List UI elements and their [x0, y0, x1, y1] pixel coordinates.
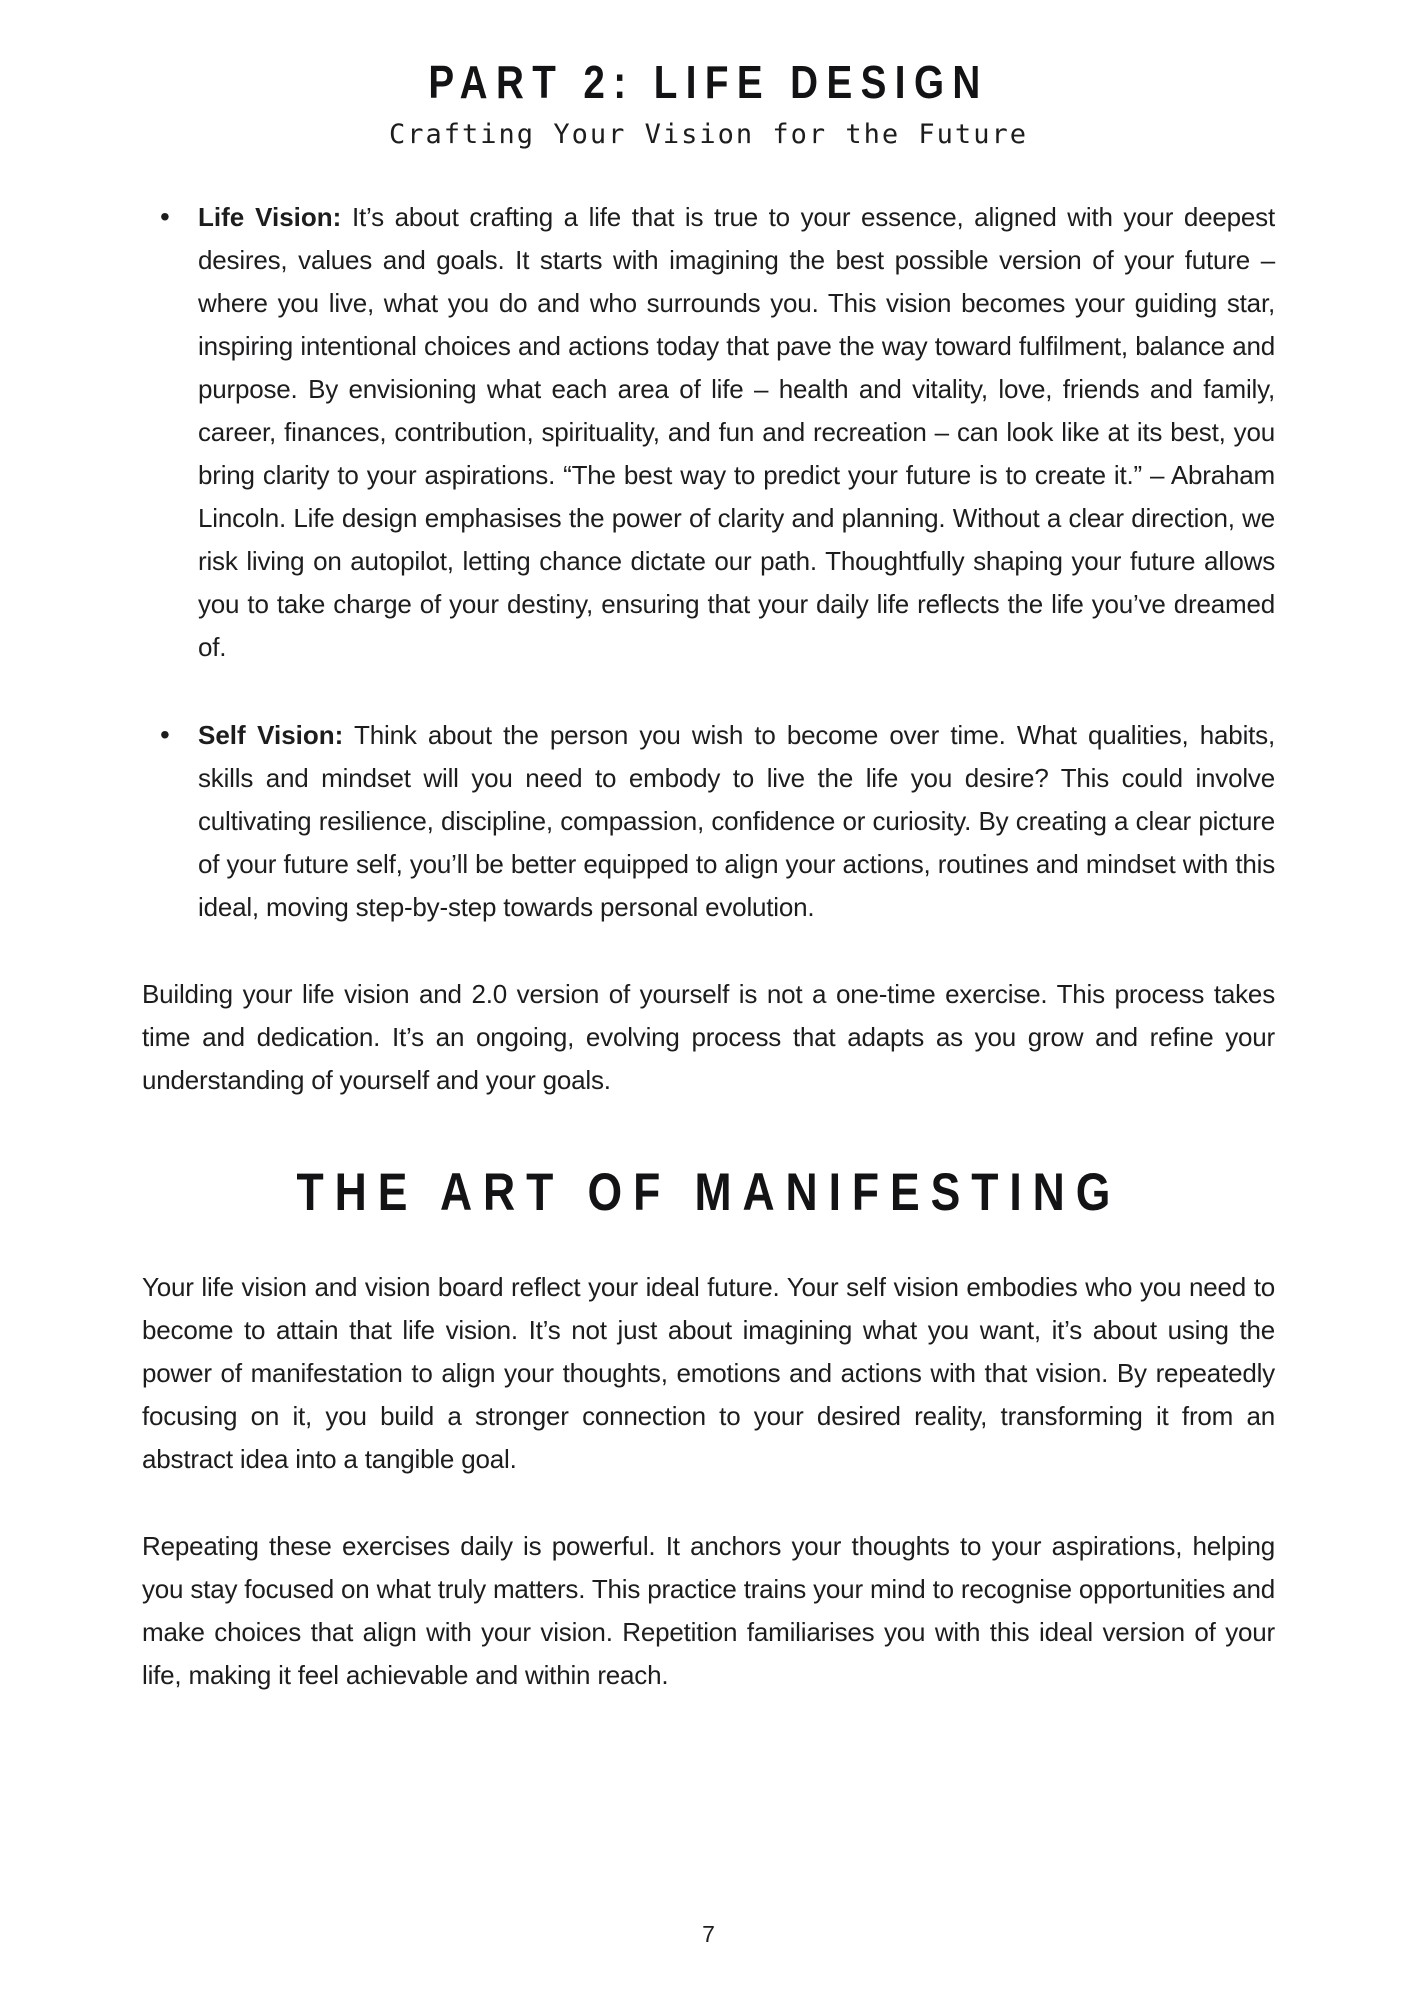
bullet-dot-icon: •	[160, 718, 170, 750]
life-vision-label: Life Vision:	[198, 201, 342, 232]
self-vision-label: Self Vision:	[198, 719, 344, 750]
manifesting-paragraph-2: Repeating these exercises daily is powerful. It anchors your thoughts to your aspirations, helping you stay focused on what truly matters. This practice trains your mind to recognise opportunities and make choices that align with your vision. Repetition familiarises you with this ideal version of your life, making it feel achievable and within reach.	[142, 1531, 1275, 1691]
page-number: 7	[702, 1921, 715, 1947]
manifesting-paragraph-1: Your life vision and vision board reflect your ideal future. Your self vision embodies who you need to become to attain that life vision. It’s not just about imagining what you want, it’s about using the power of manifestation to align your thoughts, emotions and actions with that vision. By repeatedly focusing on it, you build a stronger connection to your desired reality, transforming it from an abstract idea into a tangible goal.	[142, 1272, 1275, 1475]
part-title	[142, 56, 1275, 109]
section-title-text: THE ART OF MANIFESTING	[296, 1162, 1121, 1222]
page-subtitle: Crafting Your Vision for the Future	[389, 118, 1028, 150]
vision-bullet-list	[142, 196, 1275, 929]
part-title-text: PART 2: LIFE DESIGN	[428, 56, 989, 108]
list-item-self-vision	[142, 714, 1275, 929]
bullet-dot-icon: •	[160, 200, 170, 232]
self-vision-text: Think about the person you wish to become over time. What qualities, habits, skills and mindset will you need to embody to live the life you desire? This could involve cultivating resilience, discipline, compassion, confidence or curiosity. By creating a clear picture of your future self, you’ll be better equipped to align your actions, routines and mindset with this ideal, moving step-by-step towards personal evolution.	[198, 719, 1275, 922]
list-item-life-vision	[142, 196, 1275, 669]
section-title	[142, 1164, 1275, 1222]
life-vision-text: It’s about crafting a life that is true to your essence, aligned with your deepest desires, values and goals. It starts with imagining the best possible version of your future – where you live, what you do and who surrounds you. This vision becomes your guiding star, inspiring intentional choices and actions today that pave the way toward fulfilment, balance and purpose. By envisioning what each area of life – health and vitality, love, friends and family, career, finances, contribution, spirituality, and fun and recreation – can look like at its best, you bring clarity to your aspirations. “The best way to predict your future is to create it.” – Abraham Lincoln. Life design emphasises the power of clarity and planning. Without a clear direction, we risk living on autopilot, letting chance dictate our path. Thoughtfully shaping your future allows you to take charge of your destiny, ensuring that your daily life reflects the life you’ve dreamed of.	[198, 201, 1275, 662]
intro-paragraph: Building your life vision and 2.0 version of yourself is not a one-time exercise. This process takes time and dedication. It’s an ongoing, evolving process that adapts as you grow and refine your understanding of yourself and your goals.	[142, 978, 1275, 1095]
